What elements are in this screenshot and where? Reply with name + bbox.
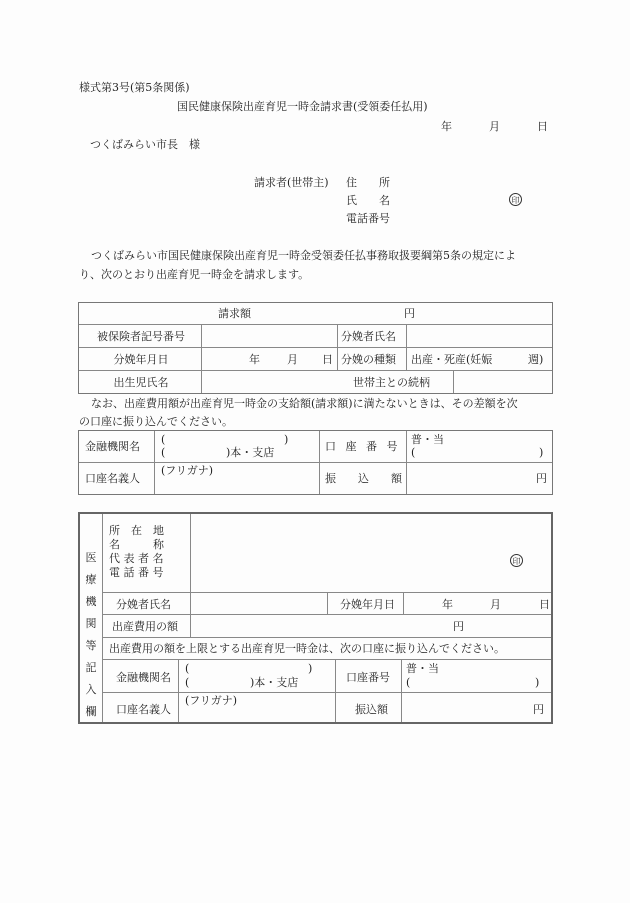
medical-branch-suffix: )本・支店: [250, 676, 299, 689]
account-number-label: 口 座 番 号: [325, 440, 401, 453]
branch-suffix: )本・支店: [226, 446, 275, 459]
claim-amount-unit: 円: [404, 307, 415, 320]
form-number: 様式第3号(第5条関係): [79, 81, 190, 94]
account-close-paren: ): [539, 446, 544, 459]
birth-date-label: 分娩年月日: [113, 353, 169, 366]
birth-day-unit: 日: [322, 353, 333, 366]
representative-label: 代 表 者 名: [109, 552, 164, 565]
account-holder-label: 口座名義人: [85, 472, 140, 485]
medical-bank-name-label: 金融機関名: [116, 671, 171, 684]
delivery-type-value: 出産・死産(妊娠: [411, 353, 493, 366]
medical-account-holder-label: 口座名義人: [116, 703, 171, 716]
date-month-label: 月: [489, 120, 500, 133]
medical-birth-day-unit: 日: [539, 598, 550, 611]
transfer-amount-unit: 円: [536, 472, 547, 485]
child-name-label: 出生児氏名: [113, 376, 169, 389]
medical-birth-year-unit: 年: [442, 598, 453, 611]
claimant-phone-label: 電話番号: [346, 212, 390, 225]
medical-instruction: 出産費用の額を上限とする出産育児一時金は、次の口座に振り込んでください。: [109, 642, 505, 655]
medical-institution-table: [78, 512, 553, 724]
delivery-type-label: 分娩の種類: [341, 353, 396, 366]
bank-name-label: 金融機関名: [85, 440, 140, 453]
notice-line-1: なお、出産費用額が出産育児一時金の支給額(請求額)に満たないときは、その差額を次: [91, 397, 518, 410]
delivery-cost-unit: 円: [453, 620, 464, 633]
mother-name-label: 分娩者氏名: [341, 330, 396, 343]
medical-bank-open-paren: (: [185, 662, 190, 675]
medical-account-open-paren: (: [406, 676, 411, 689]
claimant-name-label: 氏 名: [346, 194, 390, 207]
claim-amount-label: 請求額: [218, 307, 251, 320]
addressee: つくばみらい市長 様: [90, 138, 200, 151]
location-label: 所 在 地: [109, 524, 164, 537]
medical-furigana-label: (フリガナ): [185, 694, 238, 707]
intro-line-2: り、次のとおり出産育児一時金を請求します。: [79, 268, 310, 281]
claimant-label: 請求者(世帯主): [254, 176, 329, 189]
medical-transfer-amount-unit: 円: [533, 703, 544, 716]
form-title: 国民健康保険出産育児一時金請求書(受領委任払用): [177, 100, 428, 113]
institution-seal-icon: 印: [510, 554, 523, 567]
bank-open-paren: (: [161, 433, 166, 446]
date-year-label: 年: [441, 120, 452, 133]
branch-open-paren: (: [161, 446, 166, 459]
relationship-label: 世帯主との続柄: [353, 376, 430, 389]
intro-line-1: つくばみらい市国民健康保険出産育児一時金受領委任払事務取扱要綱第5条の規定によ: [91, 249, 516, 262]
medical-birth-month-unit: 月: [490, 598, 501, 611]
claim-table: [78, 302, 553, 394]
claimant-address-label: 住 所: [346, 176, 390, 189]
medical-account-close-paren: ): [535, 676, 540, 689]
institution-phone-label: 電 話 番 号: [109, 566, 164, 579]
delivery-weeks-unit: 週): [528, 353, 544, 366]
furigana-label: (フリガナ): [161, 464, 214, 477]
date-day-label: 日: [537, 120, 548, 133]
medical-account-number-label: 口座番号: [346, 671, 390, 684]
insured-number-label: 被保険者記号番号: [97, 330, 185, 343]
medical-account-type: 普・当: [406, 662, 439, 675]
birth-month-unit: 月: [287, 353, 298, 366]
medical-branch-open-paren: (: [185, 676, 190, 689]
notice-line-2: の口座に振り込んでください。: [79, 415, 233, 428]
institution-name-label: 名 称: [109, 538, 164, 551]
bank-table: [78, 430, 553, 495]
medical-birth-date-label: 分娩年月日: [340, 598, 395, 611]
account-open-paren: (: [411, 446, 416, 459]
delivery-cost-label: 出産費用の額: [112, 620, 178, 633]
bank-close-paren: ): [284, 433, 289, 446]
transfer-amount-label: 振 込 額: [325, 472, 402, 485]
seal-icon: 印: [509, 193, 522, 206]
medical-side-label: 医 療 機 関 等 記 入 欄: [85, 551, 97, 718]
birth-year-unit: 年: [249, 353, 260, 366]
medical-mother-name-label: 分娩者氏名: [116, 598, 171, 611]
account-type: 普・当: [411, 433, 444, 446]
medical-transfer-amount-label: 振込額: [355, 703, 388, 716]
medical-bank-close-paren: ): [308, 662, 313, 675]
